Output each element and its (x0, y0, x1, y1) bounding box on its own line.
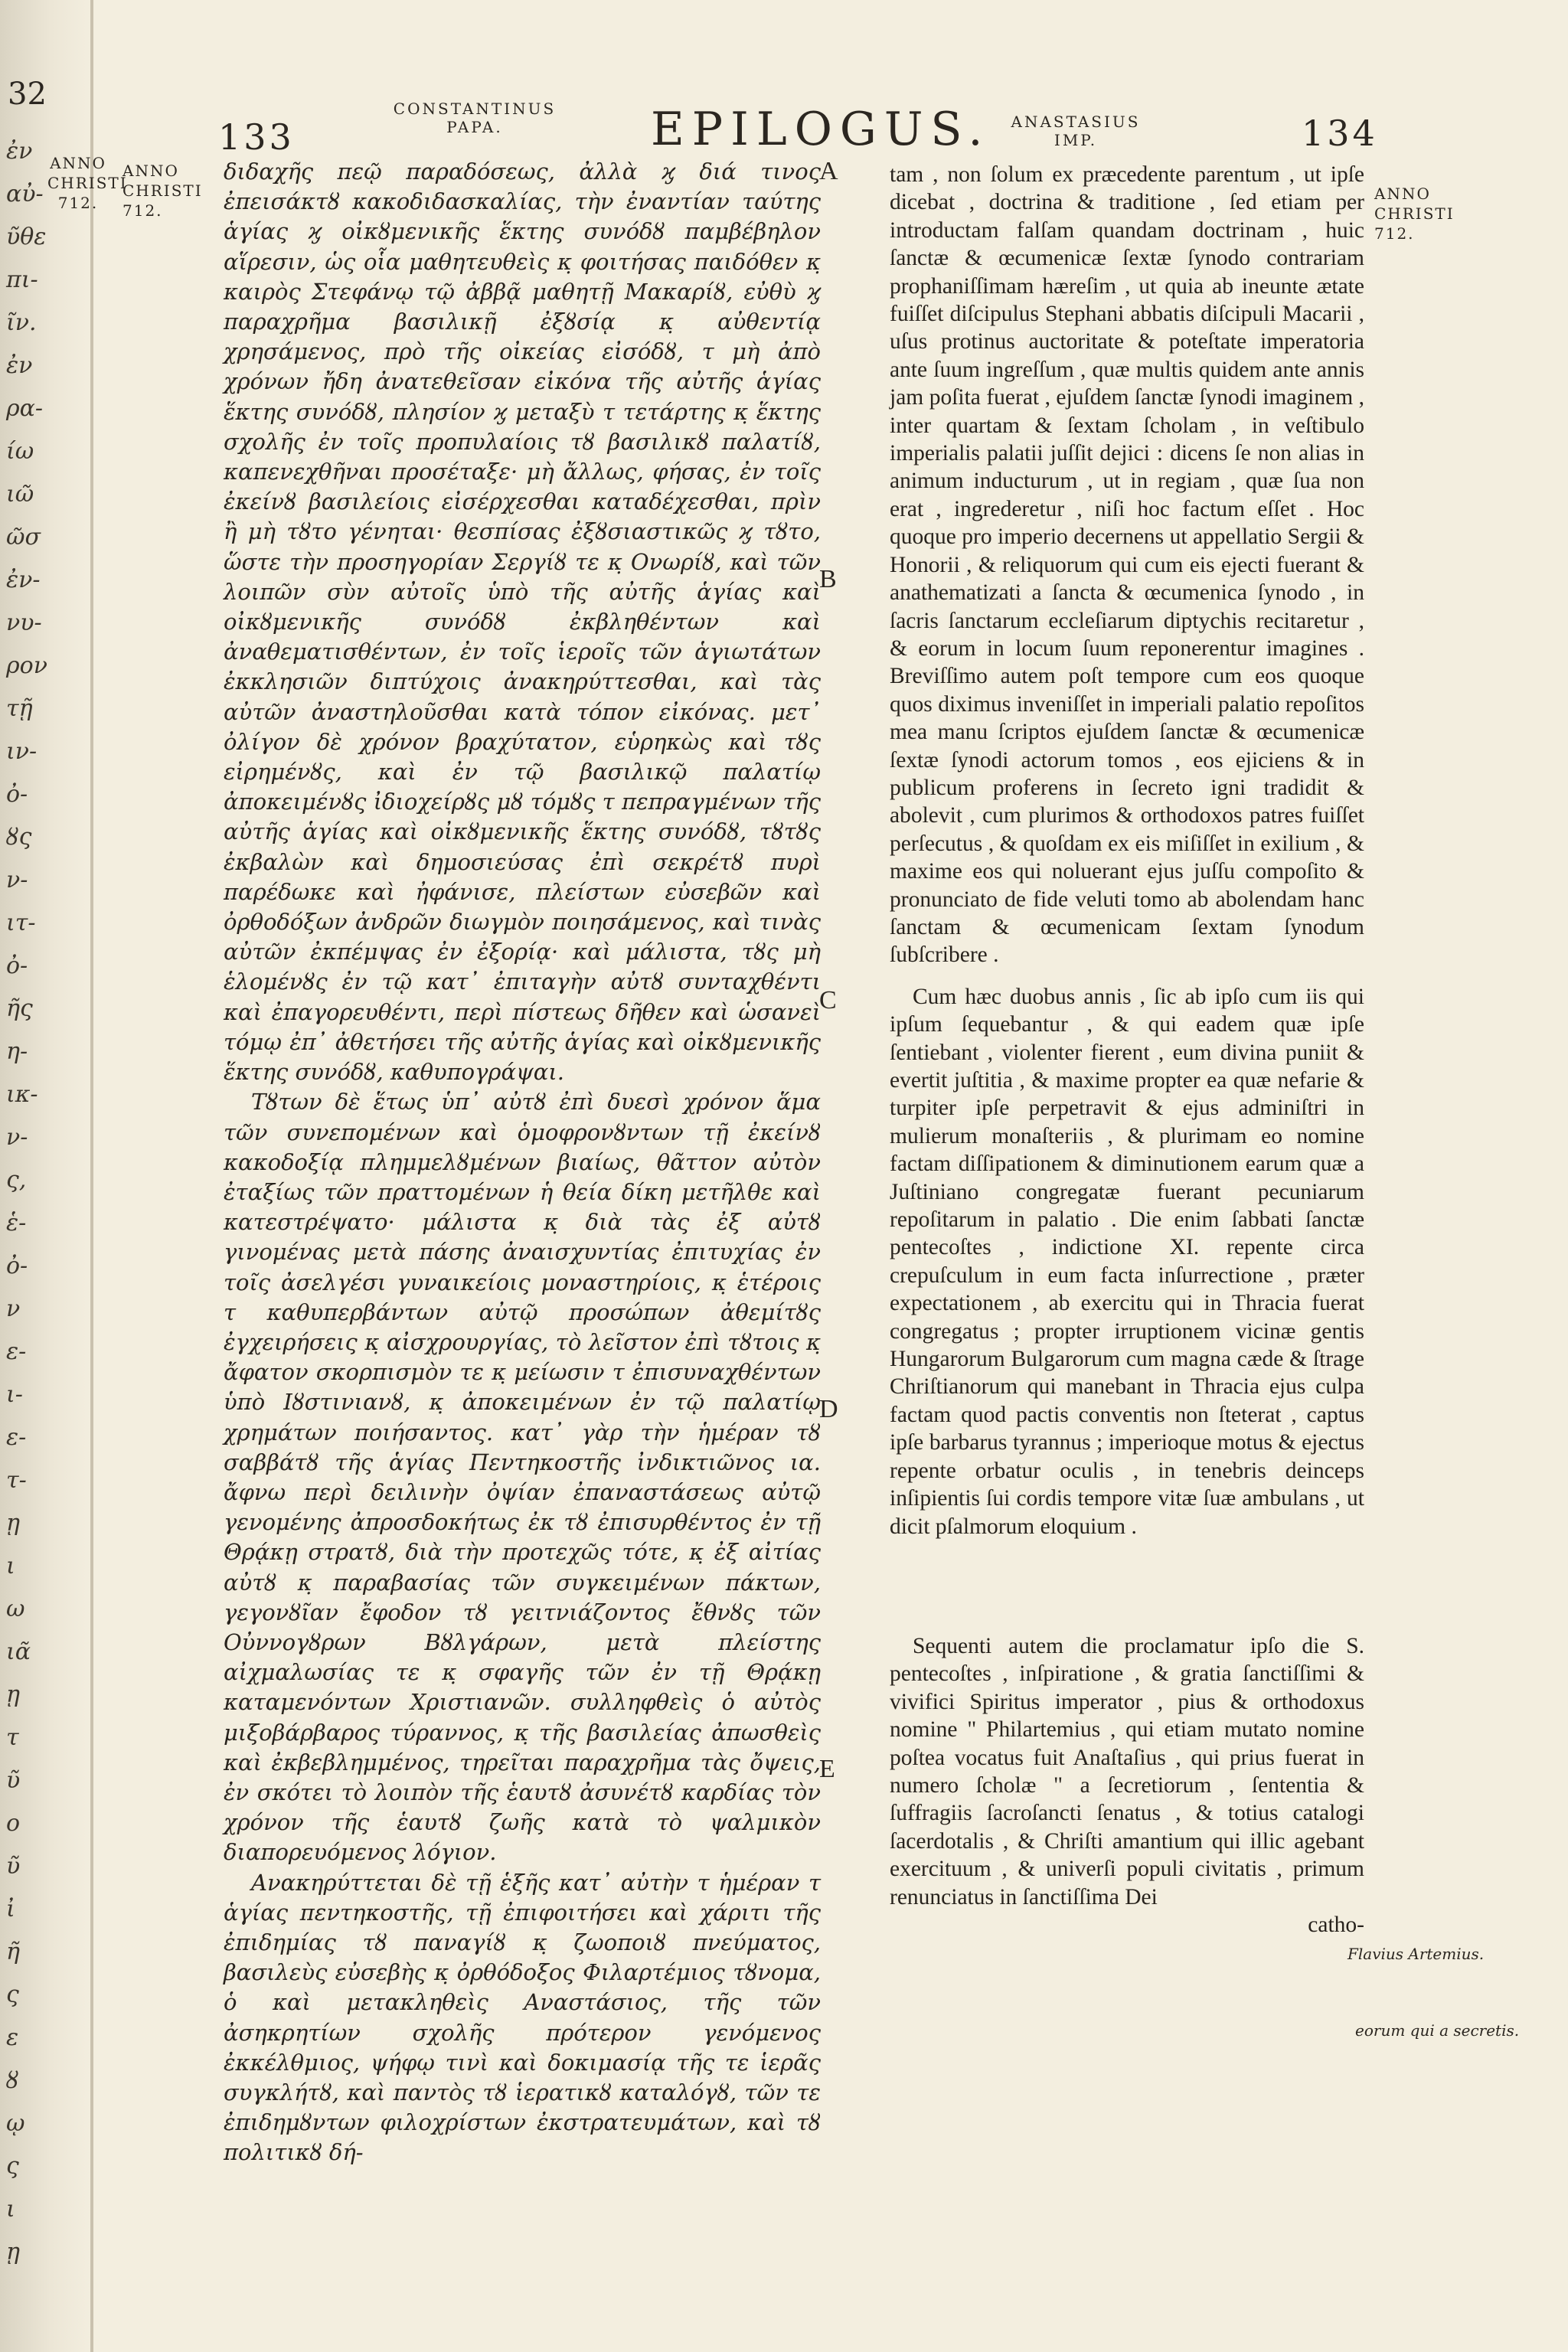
gutter-fragment: ῃ (6, 1681, 20, 1708)
gutter-fragment: ῶσ (6, 524, 41, 550)
section-letter-c: C (819, 986, 837, 1014)
gutter-fragment: πι- (6, 266, 38, 293)
margin-year-left: ANNO CHRISTI 712. (47, 154, 128, 212)
previous-page-number: 32 (8, 77, 47, 112)
gutter-fragment: ῆς (6, 995, 33, 1022)
section-letter-a: A (819, 157, 838, 185)
gutter-fragment: τῇ (6, 695, 33, 722)
gutter-fragment: ι (6, 2196, 15, 2223)
gutter-fragment: ι (6, 1553, 15, 1579)
gutter-fragment: ς (6, 1981, 19, 2008)
page-header (0, 70, 1568, 158)
gutter-fragment: ιᾶ (6, 1638, 31, 1665)
gutter-fragment: ἐν- (6, 567, 41, 593)
gutter-fragment: αὐ- (6, 181, 44, 207)
gutter-fragment: ὀ- (6, 952, 28, 979)
gutter-fragment: ιτ- (6, 910, 36, 936)
gutter-fragment: ῳ (6, 2110, 25, 2137)
gutter-fragment: ε- (6, 1338, 27, 1365)
gutter-fragment: ιῶ (6, 481, 34, 508)
gutter-fragment: ῦθε (6, 224, 47, 250)
gutter-fragment: ρον (6, 652, 47, 679)
margin-year-right: ANNO CHRISTI 712. (1374, 185, 1455, 243)
gutter-fragment: ἐν (6, 352, 33, 379)
latin-paragraph-2: Cum hæc duobus annis , ſic ab ipſo cum iis qui ipſum ſequebantur , & qui eadem quæ ipſe ſentiebant , violenter fierent , eum divina puniit & evertit juſtitia , & maxime propter ea quæ nefarie & turpiter ipſe perpetravit & ejus adminiſtri in mulierum monaſteriis , & plurimam eo nomine factam diſſipationem & diminutionem earum quæ a Juſtiniano congregatæ fuerant pecuniarum repoſitarum in palatio . Die enim ſabbati ſanctæ pentecoſtes , indictione XI. repente circa crepuſculum in eum facta inſurrectione , præter expectationem , ab exercitu qui in Thracia fuerat congregatus ; propter irruptionem vicinæ gentis Hungarorum Bulgarorum cum magna cæde & ſtrage Chriſtianorum qui manebant in Thracia ejus culpa factam quod pactis conventis non ſteterat , captus ipſe barbarus tyrannus ; imperioque motus & ejectus repente orbatur oculis , in tenebris deinceps inſipientis ſui cordis tempore vitæ ſuæ ambulans , ut dicit pſalmorum eloquium . (890, 984, 1364, 1539)
gutter-fragment: ς, (6, 1167, 27, 1194)
latin-paragraph-3: Sequenti autem die proclamatur ipſo die S. pentecoſtes , inſpiratione , & gratia ſanctiſſimi & vivifici Spiritus imperator , pius & orthodoxus nomine " Philartemius , qui etiam mutato nomine poſtea vocatus fuit Anaſtaſius , qui prius fuerat in numero ſcholæ " a ſecretiorum , ſententia & ſuffragiis ſacroſancti ſenatus , & totius catalogi ſacerdotalis , & Chriſti amantium qui illic agebant exercituum , & univerſi populi civitatis , primum renunciatus in ſanctiſſima Dei (890, 1633, 1364, 1909)
gutter-fragment: ν (6, 1295, 21, 1322)
right-page-number: 134 (1302, 113, 1378, 154)
previous-page-fragment (0, 0, 92, 2352)
margin-note-secretis: eorum qui a secretis. (1355, 2021, 1520, 2040)
gutter-fragment: ῦ (6, 1767, 21, 1794)
left-running-subtitle: CONSTANTINUS PAPA. (393, 100, 557, 136)
margin-note-flavius: Flavius Artemius. (1348, 1945, 1485, 1963)
gutter-fragment: ȣς (6, 824, 32, 851)
catchword: catho- (1308, 1912, 1364, 1937)
greek-paragraph-1: διδαχῆς πεῷ παραδόσεως, ἀλλὰ ϗ διά τινος ἐπεισάκτȣ κακοδιδασκαλίας, τὴν ἐναντίαν ταύτης ἁγίας ϗ οἰκȣμενικῆς ἕκτης συνόδȣ παμβέβηλον αἵρεσιν, ὡς οἷα μαθητευθεὶς κ̣ φοιτήσας παιδόθεν κ̣ καιρὸς Στεφάνῳ τῷ ἀββᾷ μαθητῇ Μακαρίȣ, εὐθὺ ϗ παραχρῆμα βασιλικῇ ἐξȣσίᾳ κ̣ αὐθεντίᾳ χρησάμενος, πρὸ τῆς οἰκείας εἰσόδȣ, τ μὴ ἀπὸ χρόνων ἤδη ἀνατεθεῖσαν εἰκόνα τῆς αὐτῆς ἁγίας ἕκτης συνόδȣ, πλησίον ϗ μεταξὺ τ τετάρτης κ̣ ἕκτης σχολῆς ἐν τοῖς προπυλαίοις τȣ βασιλικȣ παλατίȣ, καπενεχθῆναι προσέταξε· μὴ ἄλλως, φήσας, ἐν τοῖς ἐκείνȣ βασιλείοις εἰσέρχεσθαι καταδέχεσθαι, πρὶν ἢ μὴ τȣτο γένηται· θεσπίσας ἐξȣσιαστικῶς ϗ τȣτο, ὥστε τὴν προσηγορίαν Σεργίȣ τε κ̣ Ονωρίȣ, καὶ τῶν λοιπῶν σὺν αὐτοῖς ὑπὸ τῆς αὐτῆς ἁγίας καὶ οἰκȣμενικῆς συνόδȣ ἐκβληθέντων καὶ ἀναθεματισθέντων, ἐν τοῖς ἱεροῖς τῶν ἁγιωτάτων ἐκκλησιῶν διπτύχοις ἀνακηρύττεσθαι, καὶ τὰς αὐτῶν ἀναστηλοῦσθαι κατὰ τόπον εἰκόνας. μετ᾽ ὀλίγον δὲ χρόνον βραχύτατον, εὑρηκὼς καὶ τȣς εἰρημένȣς, καὶ ἐν τῷ βασιλικῷ παλατίῳ ἀποκειμένȣς ἰδιοχείρȣς μȣ τόμȣς τ πεπραγμένων τῆς αὐτῆς ἁγίας καὶ οἰκȣμενικῆς ἕκτης συνόδȣ, τȣτȣς ἐκβαλὼν καὶ δημοσιεύσας ἐπὶ σεκρέτȣ πυρὶ παρέδωκε καὶ ἠφάνισε, πλείστων εὐσεβῶν καὶ ὀρθοδόξων ἀνδρῶν διωγμὸν ποιησάμενος, καὶ τινὰς αὐτῶν ἐκπέμψας ἐν ἐξορίᾳ· καὶ μάλιστα, τȣς μὴ ἑλομένȣς ἐν τῷ κατ᾽ ἐπιταγὴν αὐτȣ συνταχθέντι καὶ ἐπαγορευθέντι, περὶ πίστεως δῆθεν καὶ ὡσανεὶ τόμῳ ἐπ᾽ ἀθετήσει τῆς αὐτῆς ἁγίας καὶ οἰκȣμενικῆς ἕκτης συνόδȣ, καθυπογράψαι. (224, 158, 821, 1086)
left-page-number: 133 (218, 116, 295, 158)
gutter-fragment: ικ- (6, 1081, 38, 1108)
greek-paragraph-3: Ανακηρύττεται δὲ τῇ ἑξῆς κατ᾽ αὐτὴν τ ἡμέραν τ ἁγίας πεντηκοστῆς, τῇ ἐπιφοιτήσει καὶ χάριτι τῆς ἐπιδημίας τȣ παναγίȣ κ̣ ζωοποιȣ πνεύματος, βασιλεὺς εὐσεβὴς κ̣ ὀρθόδοξος Φιλαρτέμιος τȣνομα, ὁ καὶ μετακληθεὶς Αναστάσιος, τῆς τῶν ἀσηκρητίων σχολῆς πρότερον γενόμενος ἐκκέλθμιος, ψήφῳ τινὶ καὶ δοκιμασίᾳ τῆς τε ἱερᾶς συγκλήτȣ, καὶ παντὸς τȣ ἱερατικȣ καταλόγȣ, τῶν τε ἐπιδημȣντων φιλοχρίστων ἐκστρατευμάτων, καὶ τȣ πολιτικȣ δή- (224, 1869, 821, 2166)
gutter-fragment: ῆ (6, 1939, 20, 1965)
gutter-fragment: ὀ- (6, 781, 28, 808)
gutter-fragment: ε- (6, 1424, 27, 1451)
gutter-fragment: ν- (6, 1124, 28, 1151)
gutter-fragment: ȣ (6, 2067, 19, 2094)
gutter-fragment: ο (6, 1810, 21, 1837)
section-letter-e: E (819, 1755, 835, 1783)
book-spine (90, 0, 93, 2352)
gutter-fragment: ἐν (6, 138, 33, 165)
section-letter-b: B (819, 565, 837, 593)
gutter-fragment: ῦ (6, 1853, 21, 1880)
latin-paragraph-1: tam , non ſolum ex præcedente parentum , ut ipſe dicebat , doctrina & traditione , ſed etiam per introductam falſam quandam doctrinam , huic ſanctæ & œcumenicæ ſextæ ſynodo contrariam prophaniſſimam hæreſim , ut quia ab ineunte ætate fuiſſet diſcipulus Stephani abbatis diſcipuli Macarii , uſus protinus auctoritate & poteſtate imperatoria ante ſuum ingreſſum , quæ multis quidem ante annis jam poſita fuerat , ejuſdem ſanctæ ſynodi imaginem , inter quartam & ſextam ſcholam , in veſtibulo imperialis palatii juſſit dejici : dicens ſe non alias in animum inducturum , ut in regiam , quæ ſua non erat , ingrederetur , niſi hoc factum eſſet . Hoc quoque pro imperio decernens ut appellatio Sergii & Honorii , & reliquorum qui cum eis ejecti fuerant & anathematizati a ſancta & œcumenica ſynodo , in ſacris ſanctarum eccleſiarum diptychis recitaretur , & eorum in locum ſuum reponerentur imagines . Breviſſimo autem poſt tempore cum eos quoque quos diximus inveniſſet in imperiali palatio repoſitos mea manu ſcriptos ejuſdem ſanctæ & œcumenicæ ſextæ ſynodi actorum tomos , eos ejiciens & in publicum proferens in ſecreto igni tradidit & abolevit , cum plurimos & orthodoxos patres fuiſſet perſecutus , & quoſdam ex eis miſiſſet in exilium , & maxime eos qui noluerant ejus juſſu compoſito & pronunciato de fide veluti tomo ab abolendam hanc ſanctam & œcumenicam ſextam ſynodum ſubſcribere . (890, 162, 1364, 968)
gutter-fragment: ν- (6, 867, 28, 893)
greek-paragraph-2: Τȣτων δὲ ἕτως ὑπ᾽ αὐτȣ ἐπὶ δυεσὶ χρόνον ἅμα τῶν συνεπομένων καὶ ὁμοφρονȣντων τῇ ἐκείνȣ κακοδοξίᾳ πλημμελȣμένων βιαίως, θᾶττον αὐτὸν ἐταξίως τῶν πραττομένων ἡ θεία δίκη μετῆλθε καὶ κατεστρέψατο· μάλιστα κ̣ διὰ τὰς ἐξ αὐτȣ γινομένας μετὰ πάσης ἀναισχυντίας ἐπιτυχίας ἐν τοῖς ἀσελγέσι γυναικείοις μοναστηρίοις, κ̣ ἑτέροις τ καθυπερβάντων αὐτῷ προσώπων ἀθεμίτȣς ἐγχειρήσεις κ̣ αἰσχρουργίας, τὸ λεῖστον ἐπὶ τȣτοις κ̣ ἄφατον σκορπισμὸν τε κ̣ μείωσιν τ ἐπισυναχθέντων ὑπὸ Ιȣστινιανȣ, κ̣ ἀποκειμένων ἐν τῷ παλατίῳ χρημάτων ποιήσαντος. κατ᾽ γὰρ τὴν ἡμέραν τȣ σαββάτȣ τῆς ἁγίας Πεντηκοστῆς ἰνδικτιῶνος ια. ἄφνω περὶ δειλινὴν ὀψίαν ἐπαναστάσεως αὐτῷ γενομένης ἀπροσδοκήτως ἐκ τȣ ἐπισυρθέντος ἐν τῇ Θρᾴκῃ στρατȣ, διὰ τὴν προτεχῶς τότε, κ̣ ἐξ αἰτίας αὐτȣ κ̣ παραβασίας τῶν συγκειμένων πάκτων, γεγονȣῖαν ἔφοδον τȣ γειτνιάζοντος ἔθνȣς τῶν Οὐννογȣρων Βȣλγάρων, μετὰ πλείστης αἰχμαλωσίας τε κ̣ σφαγῆς τῶν ἐν τῇ Θρᾴκῃ καταμενόντων Χριστιανῶν. συλληφθεὶς ὁ αὐτὸς μιξοβάρβαρος τύραννος, κ̣ τῆς βασιλείας ἀπωσθεὶς καὶ ἐκβεβλημμένος, τηρεῖται παραχρῆμα τὰς ὄψεις, ἐν σκότει τὸ λοιπὸν τῆς ἑαυτȣ ἀσυνέτȣ καρδίας τὸν χρόνον τῆς ἑαυτȣ ζωῆς κατὰ τὸ ψαλμικὸν διαπορευόμενος λόγιον. (224, 1089, 821, 1866)
margin-year-inner: ANNO CHRISTI 712. (122, 162, 203, 220)
gutter-fragment: ῖν. (6, 309, 37, 336)
gutter-fragment: η- (6, 1038, 28, 1065)
gutter-fragment: τ (6, 1724, 19, 1751)
gutter-fragment: ε (6, 2024, 19, 2051)
greek-text-column (224, 157, 821, 2168)
latin-text-column (890, 161, 1364, 1939)
gutter-fragment: ἰ (6, 1896, 15, 1922)
gutter-fragment: ιν- (6, 738, 38, 765)
gutter-fragment: ς (6, 2153, 19, 2180)
gutter-fragment: νυ- (6, 609, 42, 636)
gutter-fragment: ίω (6, 438, 34, 465)
gutter-fragment: ῃ (6, 2239, 20, 2265)
gutter-fragment: ι- (6, 1381, 23, 1408)
gutter-fragment: ἑ- (6, 1210, 27, 1236)
gutter-fragment: ω (6, 1596, 25, 1622)
gutter-fragment: ὀ- (6, 1253, 28, 1279)
gutter-fragment: τ- (6, 1467, 27, 1494)
right-running-subtitle: ANASTASIUS IMP. (1011, 113, 1141, 149)
gutter-fragment: ῃ (6, 1510, 20, 1537)
running-head: EPILOGUS. (651, 103, 991, 156)
section-letter-d: D (819, 1395, 838, 1423)
gutter-fragment: ρα- (6, 395, 44, 422)
